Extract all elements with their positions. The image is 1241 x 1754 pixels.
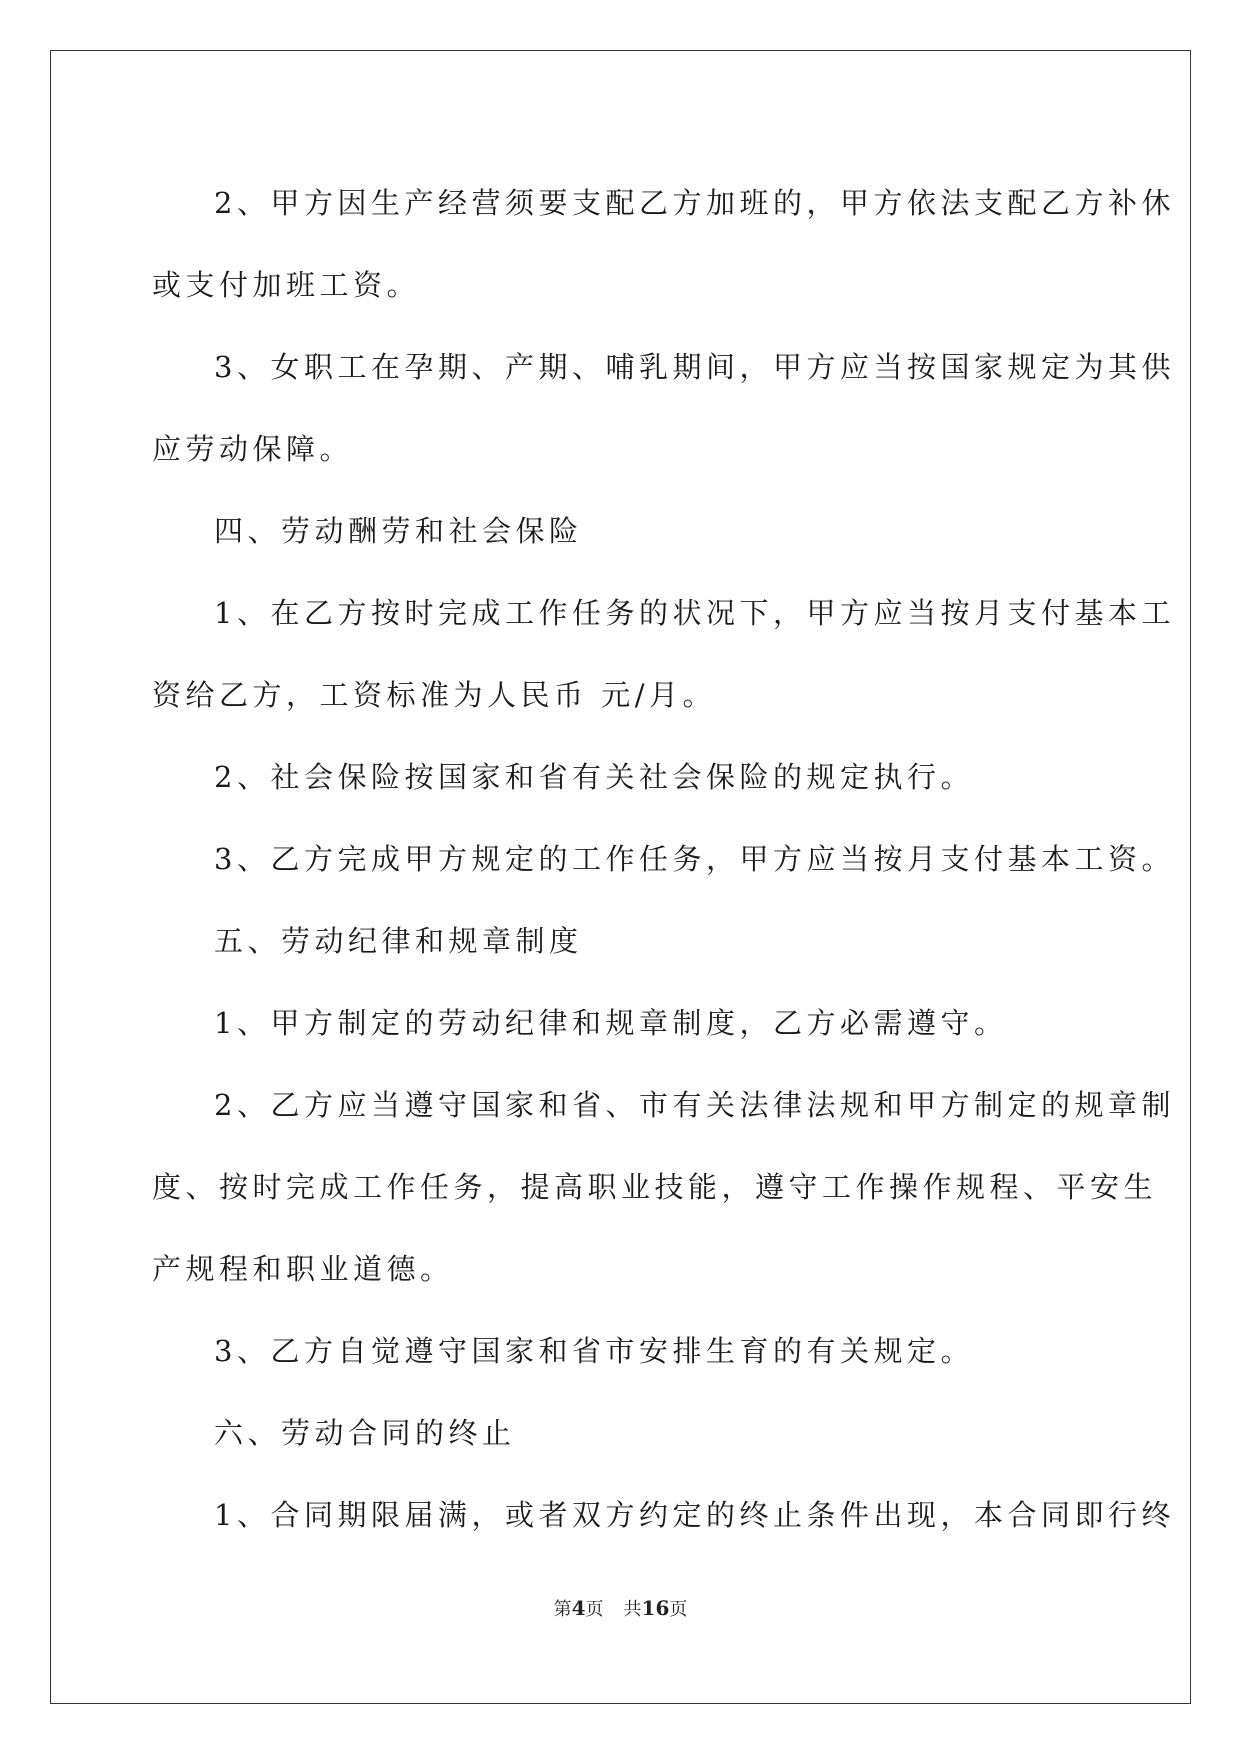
paragraph-line: 3、乙方自觉遵守国家和省市安排生育的有关规定。 xyxy=(214,1334,974,1368)
section-heading: 六、劳动合同的终止 xyxy=(214,1416,516,1450)
total-label-suffix: 页 xyxy=(669,1599,688,1620)
paragraph-line: 或支付加班工资。 xyxy=(152,268,421,302)
paragraph-line: 1、甲方制定的劳动纪律和规章制度，乙方必需遵守。 xyxy=(214,1006,1008,1040)
page-footer xyxy=(0,1595,1241,1621)
paragraph-line: 3、乙方完成甲方规定的工作任务，甲方应当按月支付基本工资。 xyxy=(214,842,1175,876)
paragraph-line: 1、合同期限届满，或者双方约定的终止条件出现，本合同即行终 xyxy=(214,1498,1175,1532)
paragraph-line: 应劳动保障。 xyxy=(152,432,354,466)
section-heading: 四、劳动酬劳和社会保险 xyxy=(214,514,583,548)
paragraph-line: 2、甲方因生产经营须要支配乙方加班的，甲方依法支配乙方补休 xyxy=(214,186,1175,220)
paragraph-line: 2、乙方应当遵守国家和省、市有关法律法规和甲方制定的规章制 xyxy=(214,1088,1175,1122)
paragraph-line: 度、按时完成工作任务，提高职业技能，遵守工作操作规程、平安生 xyxy=(152,1170,1158,1204)
paragraph-line: 1、在乙方按时完成工作任务的状况下，甲方应当按月支付基本工 xyxy=(214,596,1175,630)
current-page-number: 4 xyxy=(571,1596,586,1620)
document-body xyxy=(152,162,1175,1556)
paragraph-line: 资给乙方，工资标准为人民币 元/月。 xyxy=(152,678,716,712)
total-label-prefix: 共 xyxy=(623,1599,642,1620)
section-heading: 五、劳动纪律和规章制度 xyxy=(214,924,583,958)
paragraph-line: 2、社会保险按国家和省有关社会保险的规定执行。 xyxy=(214,760,974,794)
paragraph-line: 产规程和职业道德。 xyxy=(152,1252,454,1286)
page-label-suffix: 页 xyxy=(585,1599,604,1620)
page-label-prefix: 第 xyxy=(553,1599,572,1620)
total-page-count: 16 xyxy=(641,1596,670,1620)
paragraph-line: 3、女职工在孕期、产期、哺乳期间，甲方应当按国家规定为其供 xyxy=(214,350,1175,384)
